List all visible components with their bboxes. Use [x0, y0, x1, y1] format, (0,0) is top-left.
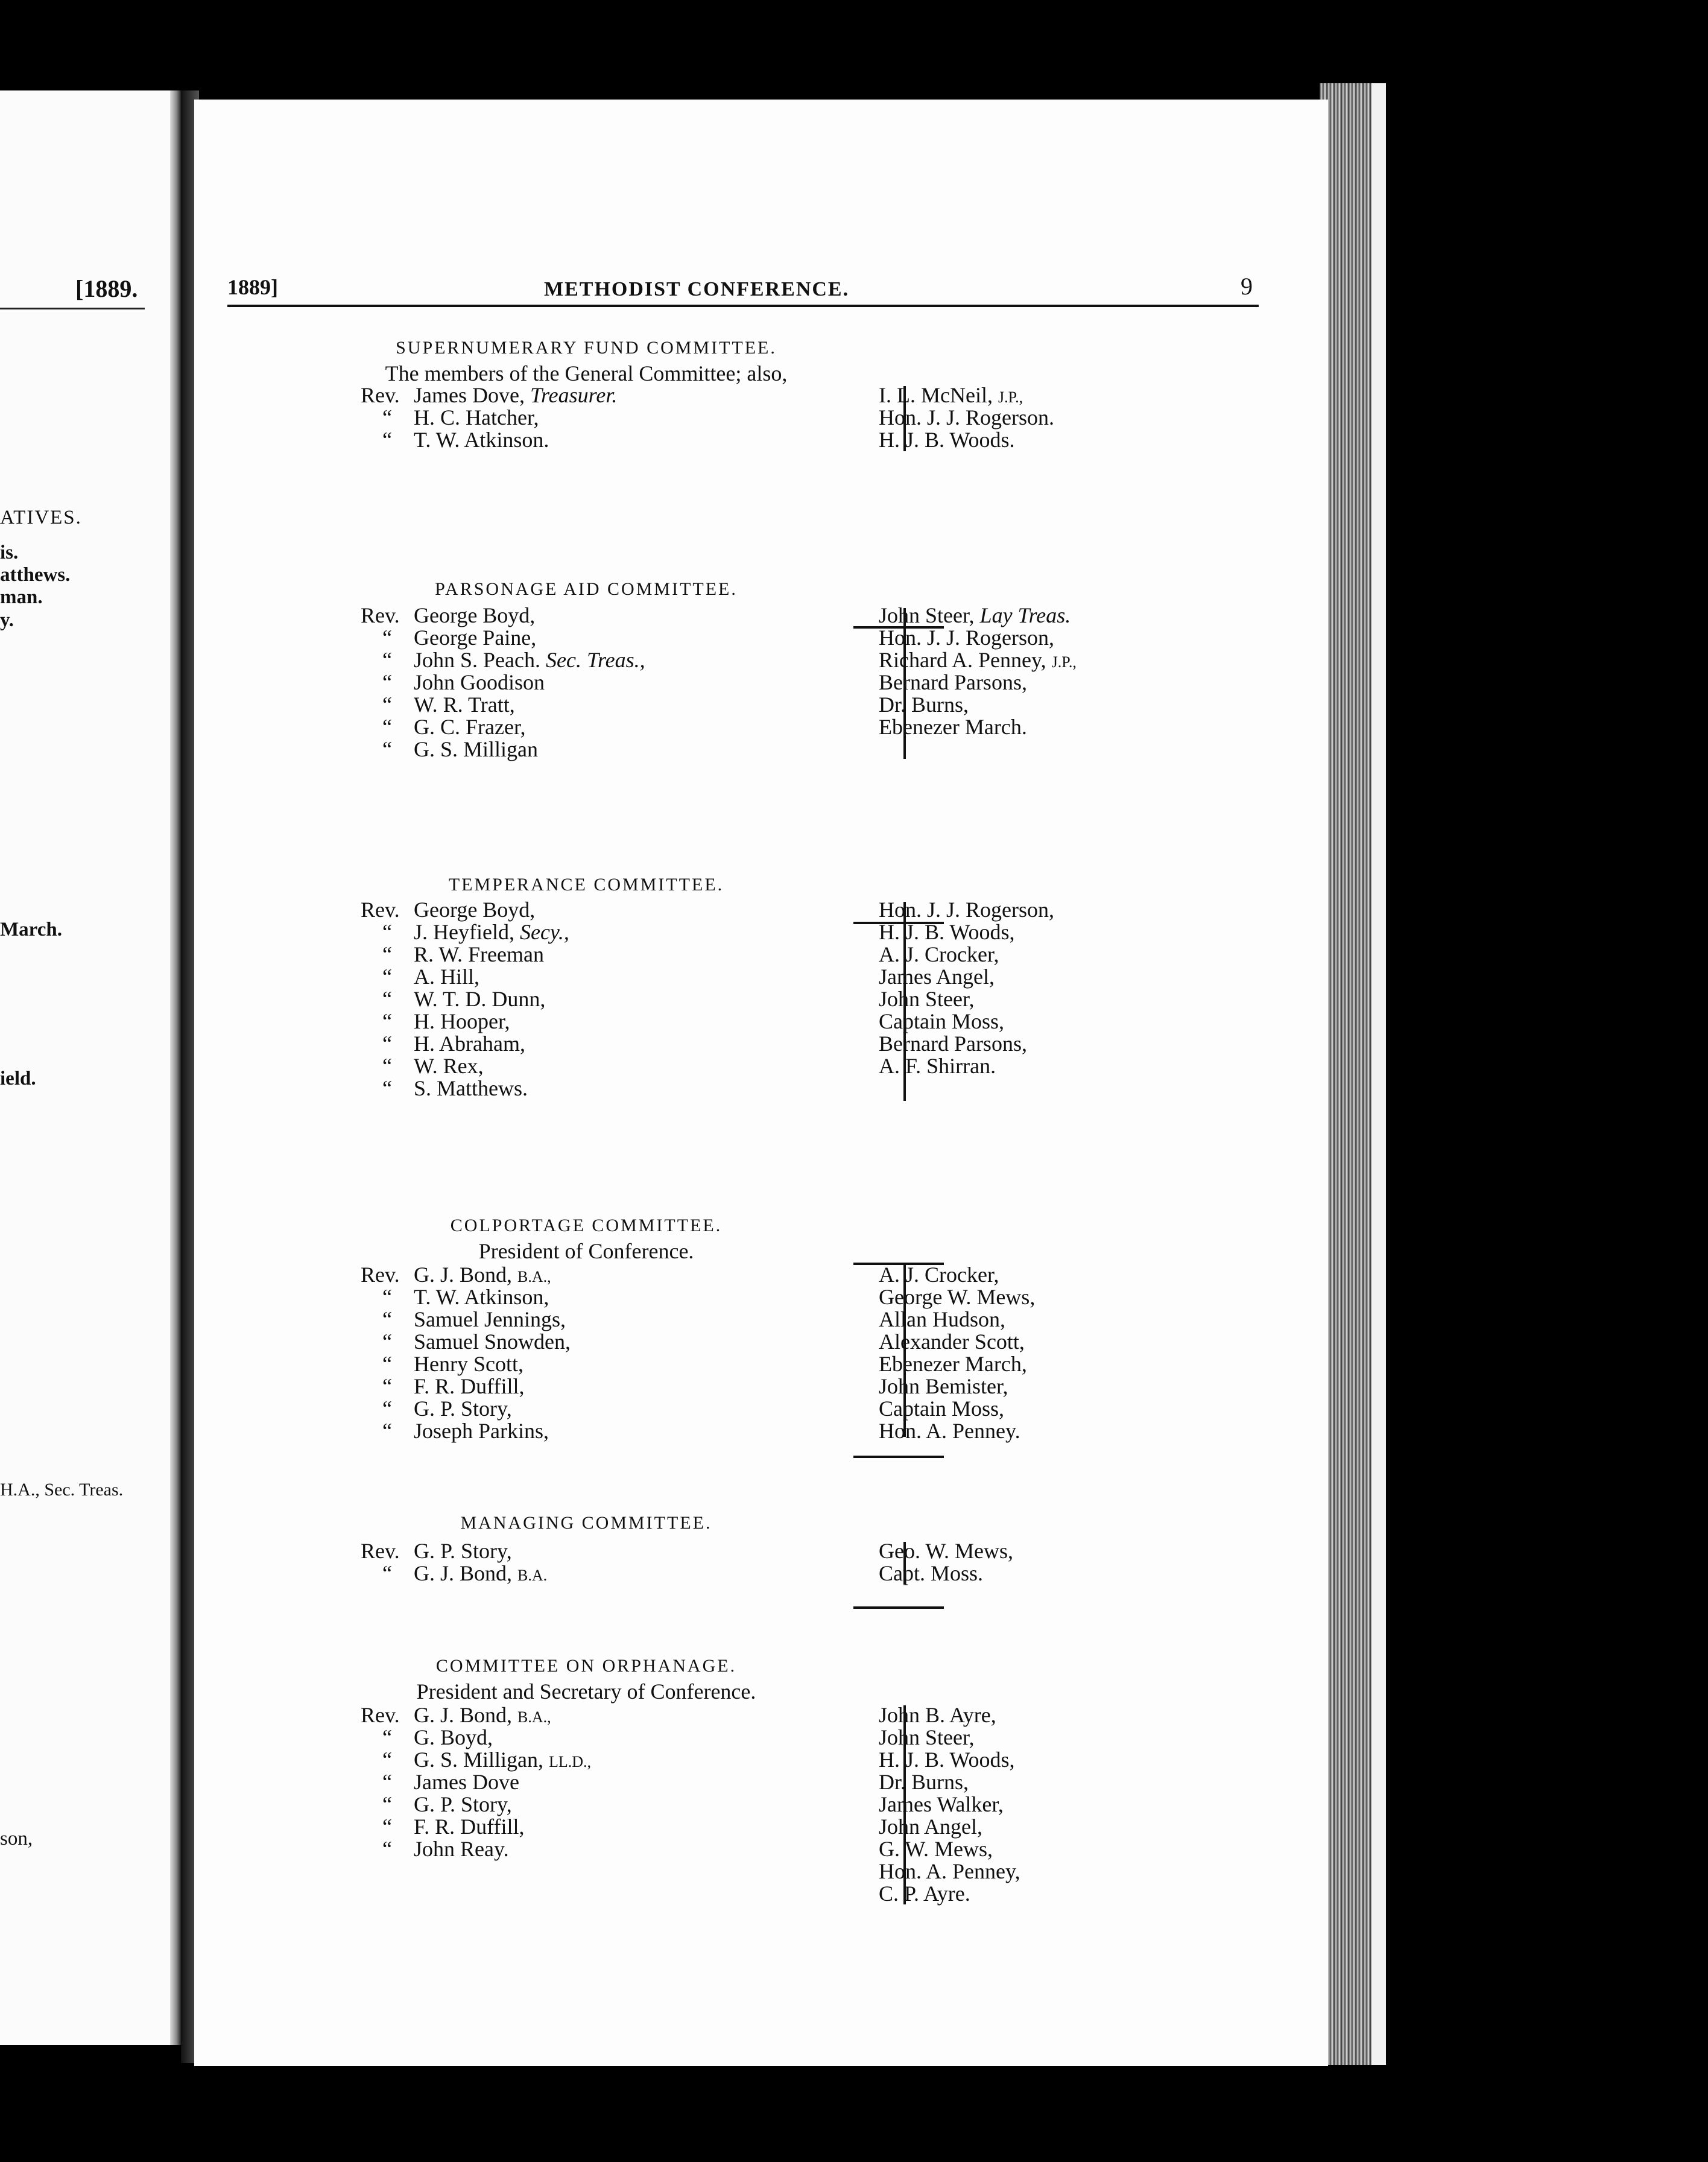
entry-text: John B. Ayre, [879, 1703, 996, 1727]
entry-text: Alexander Scott, [879, 1330, 1025, 1354]
list-item [879, 1704, 1020, 1726]
entry-prefix: “ [382, 965, 392, 989]
list-item [879, 1860, 1020, 1883]
entry-text: Richard A. Penney, [879, 648, 1046, 672]
entry-prefix: “ [382, 1285, 392, 1309]
entry-text: Hon. A. Penney, [879, 1859, 1020, 1883]
entry-text: John Steer, [879, 603, 975, 627]
entry-prefix: “ [382, 1748, 392, 1772]
entry-prefix: “ [382, 737, 392, 761]
entry-text: Capt. Moss. [879, 1561, 984, 1585]
list-item [361, 1793, 591, 1816]
list-item [361, 1704, 591, 1726]
entry-text: G. P. Story, [414, 1792, 512, 1816]
entry-text: H. C. Hatcher, [414, 405, 539, 430]
entry-text: Captain Moss, [879, 1009, 1005, 1033]
entry-prefix: “ [382, 428, 392, 452]
entry-prefix: “ [382, 920, 392, 944]
list-item [361, 1726, 591, 1749]
list-item [879, 1726, 1020, 1749]
entry-text: John Angel, [879, 1815, 983, 1839]
entry-text: James Dove, [414, 383, 525, 407]
entry-prefix: “ [382, 670, 392, 694]
entry-text: John Steer, [879, 987, 975, 1011]
list-item [879, 1375, 1035, 1398]
entry-text: B.A., [517, 1708, 551, 1726]
entry-text: G. J. Bond, [414, 1263, 513, 1287]
left-column [361, 1264, 571, 1442]
entry-text: A. Hill, [414, 965, 480, 989]
list-item [879, 627, 1077, 649]
list-item [879, 649, 1077, 671]
list-item [361, 1077, 569, 1100]
entry-text: R. W. Freeman [414, 942, 544, 966]
section-divider [853, 1456, 944, 1458]
list-item [361, 966, 569, 988]
list-item [879, 1055, 1054, 1077]
left-fragment: ield. [0, 1068, 36, 1089]
entry-prefix: “ [382, 715, 392, 739]
page-edges [1320, 83, 1386, 2065]
entry-text: Hon. A. Penney. [879, 1419, 1020, 1443]
entry-text: Dr. Burns, [879, 693, 969, 717]
list-item [879, 1398, 1035, 1420]
entry-prefix: “ [382, 1792, 392, 1816]
list-item [879, 1033, 1054, 1055]
entry-text: James Walker, [879, 1792, 1004, 1816]
list-item [879, 988, 1054, 1010]
left-page-header: [1889. [75, 275, 138, 302]
entry-text: Bernard Parsons, [879, 1032, 1027, 1056]
list-item [361, 988, 569, 1010]
list-item [361, 1286, 571, 1308]
entry-text: Dr. Burns, [879, 1770, 969, 1794]
page-year: 1889] [227, 275, 278, 299]
entry-prefix: “ [382, 1770, 392, 1794]
entry-text: Hon. J. J. Rogerson, [879, 626, 1055, 650]
entry-text: Lay Treas. [979, 603, 1071, 627]
entry-text: I. L. McNeil, [879, 383, 993, 407]
entry-text: G. W. Mews, [879, 1837, 993, 1861]
entry-text: Treasurer. [530, 383, 618, 407]
section-subtitle: President of Conference. [478, 1239, 694, 1263]
entry-prefix: “ [382, 1396, 392, 1421]
entry-text: George Paine, [414, 626, 537, 650]
entry-text: Ebenezer March. [879, 715, 1027, 739]
entry-prefix: Rev. [361, 383, 400, 407]
entry-text: G. C. Frazer, [414, 715, 526, 739]
list-item [361, 1375, 571, 1398]
entry-prefix: “ [382, 942, 392, 966]
list-item [879, 1264, 1035, 1286]
entry-text: H. J. B. Woods, [879, 920, 1015, 944]
left-page-fragment [0, 90, 181, 2045]
left-fragment: y. [0, 609, 14, 631]
entry-text: Geo. W. Mews, [879, 1539, 1013, 1563]
entry-text: James Angel, [879, 965, 995, 989]
entry-text: H. Hooper, [414, 1009, 510, 1033]
entry-prefix: “ [382, 1307, 392, 1331]
list-item [879, 604, 1077, 627]
entry-text: G. J. Bond, [414, 1703, 513, 1727]
page-number: 9 [1241, 273, 1253, 300]
list-item [879, 1838, 1020, 1860]
left-fragment: March. [0, 919, 62, 940]
list-item [361, 1331, 571, 1353]
list-item [361, 1749, 591, 1771]
entry-prefix: “ [382, 1419, 392, 1443]
list-item [879, 1816, 1020, 1838]
list-item [879, 1353, 1035, 1375]
section-title: PARSONAGE AID COMMITTEE. [435, 579, 738, 599]
list-item [879, 1883, 1020, 1905]
entry-text: H. Abraham, [414, 1032, 525, 1056]
entry-prefix: “ [382, 1725, 392, 1749]
entry-text: C. P. Ayre. [879, 1881, 970, 1906]
list-item [879, 694, 1077, 716]
left-column [361, 1704, 591, 1860]
entry-prefix: Rev. [361, 898, 400, 922]
entry-text: John S. Peach. [414, 648, 540, 672]
list-item [879, 943, 1054, 966]
entry-prefix: “ [382, 1837, 392, 1861]
entry-text: John Steer, [879, 1725, 975, 1749]
entry-prefix: “ [382, 1032, 392, 1056]
page-gutter [170, 90, 181, 2045]
section-title: COMMITTEE ON ORPHANAGE. [435, 1656, 737, 1676]
entry-text: J. Heyfield, [414, 920, 514, 944]
left-header-rule [0, 308, 145, 309]
list-item [361, 384, 617, 407]
left-fragment: H.A., Sec. Treas. [0, 1480, 124, 1500]
entry-prefix: “ [382, 1374, 392, 1398]
entry-prefix: “ [382, 1352, 392, 1376]
section-subtitle: President and Secretary of Conference. [416, 1679, 756, 1704]
entry-text: G. S. Milligan [414, 737, 539, 761]
left-column [361, 1540, 547, 1585]
entry-text: F. R. Duffill, [414, 1374, 525, 1398]
list-item [361, 649, 645, 671]
entry-prefix: “ [382, 1561, 392, 1585]
list-item [361, 604, 645, 627]
section-divider [853, 1606, 944, 1609]
entry-text: A. J. Crocker, [879, 1263, 999, 1287]
left-fragment: man. [0, 586, 43, 608]
entry-text: S. Matthews. [414, 1076, 528, 1100]
list-item [361, 1264, 571, 1286]
right-column [879, 1264, 1035, 1442]
section-title: SUPERNUMERARY FUND COMMITTEE. [396, 338, 777, 358]
list-item [879, 384, 1054, 407]
entry-text: Joseph Parkins, [414, 1419, 549, 1443]
entry-text: A. J. Crocker, [879, 942, 999, 966]
entry-prefix: Rev. [361, 603, 400, 627]
left-column [361, 604, 645, 761]
entry-text: T. W. Atkinson. [414, 428, 549, 452]
entry-text: J.P., [998, 388, 1023, 406]
left-fragment: atthews. [0, 564, 71, 586]
list-item [879, 1286, 1035, 1308]
entry-text: Sec. Treas., [546, 648, 645, 672]
list-item [879, 1420, 1035, 1442]
entry-prefix: Rev. [361, 1703, 400, 1727]
list-item [361, 694, 645, 716]
entry-prefix: “ [382, 1330, 392, 1354]
entry-text: Bernard Parsons, [879, 670, 1027, 694]
entry-text: G. P. Story, [414, 1539, 512, 1563]
entry-prefix: Rev. [361, 1263, 400, 1287]
entry-text: W. T. D. Dunn, [414, 987, 546, 1011]
list-item [361, 671, 645, 694]
left-fragment: is. [0, 542, 19, 563]
entry-text: LL.D., [549, 1753, 592, 1770]
section-subtitle: The members of the General Committee; also, [385, 361, 788, 385]
right-column [879, 1540, 1013, 1585]
list-item [361, 1540, 547, 1562]
entry-text: H. J. B. Woods. [879, 428, 1015, 452]
entry-text: John Reay. [414, 1837, 509, 1861]
entry-prefix: Rev. [361, 1539, 400, 1563]
list-item [879, 1793, 1020, 1816]
entry-prefix: “ [382, 648, 392, 672]
entry-prefix: “ [382, 1009, 392, 1033]
list-item [361, 627, 645, 649]
list-item [361, 1033, 569, 1055]
entry-text: Samuel Jennings, [414, 1307, 566, 1331]
entry-text: George Boyd, [414, 603, 536, 627]
list-item [879, 1562, 1013, 1585]
entry-text: Ebenezer March, [879, 1352, 1027, 1376]
entry-text: John Goodison [414, 670, 545, 694]
list-item [361, 738, 645, 761]
entry-text: B.A., [517, 1268, 551, 1285]
left-column [361, 384, 617, 451]
entry-text: G. P. Story, [414, 1396, 512, 1421]
right-column [879, 604, 1077, 738]
list-item [361, 429, 617, 451]
right-column [879, 1704, 1020, 1905]
section-title: TEMPERANCE COMMITTEE. [448, 875, 724, 895]
right-column [879, 384, 1054, 451]
list-item [361, 1420, 571, 1442]
entry-text: H. J. B. Woods, [879, 1748, 1015, 1772]
list-item [879, 429, 1054, 451]
list-item [879, 1010, 1054, 1033]
entry-text: Hon. J. J. Rogerson, [879, 898, 1055, 922]
entry-text: G. J. Bond, [414, 1561, 513, 1585]
entry-prefix: “ [382, 987, 392, 1011]
entry-text: Samuel Snowden, [414, 1330, 571, 1354]
list-item [879, 921, 1054, 943]
left-fragment: ATIVES. [0, 507, 82, 528]
list-item [879, 966, 1054, 988]
entry-text: George W. Mews, [879, 1285, 1036, 1309]
book-page [194, 100, 1328, 2066]
entry-text: G. S. Milligan, [414, 1748, 544, 1772]
right-column [879, 899, 1054, 1077]
list-item [361, 921, 569, 943]
entry-prefix: “ [382, 405, 392, 430]
entry-text: Hon. J. J. Rogerson. [879, 405, 1055, 430]
entry-text: W. Rex, [414, 1054, 484, 1078]
list-item [361, 1816, 591, 1838]
section-title: MANAGING COMMITTEE. [460, 1513, 712, 1533]
entry-prefix: “ [382, 1815, 392, 1839]
list-item [361, 1562, 547, 1585]
list-item [361, 716, 645, 738]
entry-text: Henry Scott, [414, 1352, 523, 1376]
entry-text: J.P., [1051, 653, 1077, 671]
entry-text: Allan Hudson, [879, 1307, 1005, 1331]
list-item [879, 407, 1054, 429]
header-rule [227, 305, 1259, 307]
entry-text: John Bemister, [879, 1374, 1008, 1398]
entry-text: B.A. [517, 1567, 548, 1584]
list-item [361, 1838, 591, 1860]
entry-text: A. F. Shirran. [879, 1054, 996, 1078]
entry-prefix: “ [382, 1076, 392, 1100]
entry-prefix: “ [382, 1054, 392, 1078]
left-column [361, 899, 569, 1100]
entry-text: G. Boyd, [414, 1725, 493, 1749]
list-item [879, 1749, 1020, 1771]
entry-text: W. R. Tratt, [414, 693, 515, 717]
list-item [361, 943, 569, 966]
list-item [879, 716, 1077, 738]
entry-text: T. W. Atkinson, [414, 1285, 549, 1309]
list-item [361, 1398, 571, 1420]
list-item [879, 1771, 1020, 1793]
list-item [879, 1331, 1035, 1353]
list-item [879, 1308, 1035, 1331]
entry-prefix: “ [382, 626, 392, 650]
list-item [879, 671, 1077, 694]
section-title: COLPORTAGE COMMITTEE. [450, 1216, 723, 1235]
list-item [361, 1353, 571, 1375]
list-item [879, 1540, 1013, 1562]
list-item [879, 899, 1054, 921]
list-item [361, 1308, 571, 1331]
list-item [361, 1010, 569, 1033]
list-item [361, 407, 617, 429]
entry-text: James Dove [414, 1770, 519, 1794]
entry-text: F. R. Duffill, [414, 1815, 525, 1839]
list-item [361, 1055, 569, 1077]
left-fragment: son, [0, 1828, 33, 1850]
list-item [361, 1771, 591, 1793]
entry-text: Secy., [519, 920, 569, 944]
entry-text: Captain Moss, [879, 1396, 1005, 1421]
page-title: METHODIST CONFERENCE. [544, 278, 850, 300]
entry-prefix: “ [382, 693, 392, 717]
list-item [361, 899, 569, 921]
entry-text: George Boyd, [414, 898, 536, 922]
